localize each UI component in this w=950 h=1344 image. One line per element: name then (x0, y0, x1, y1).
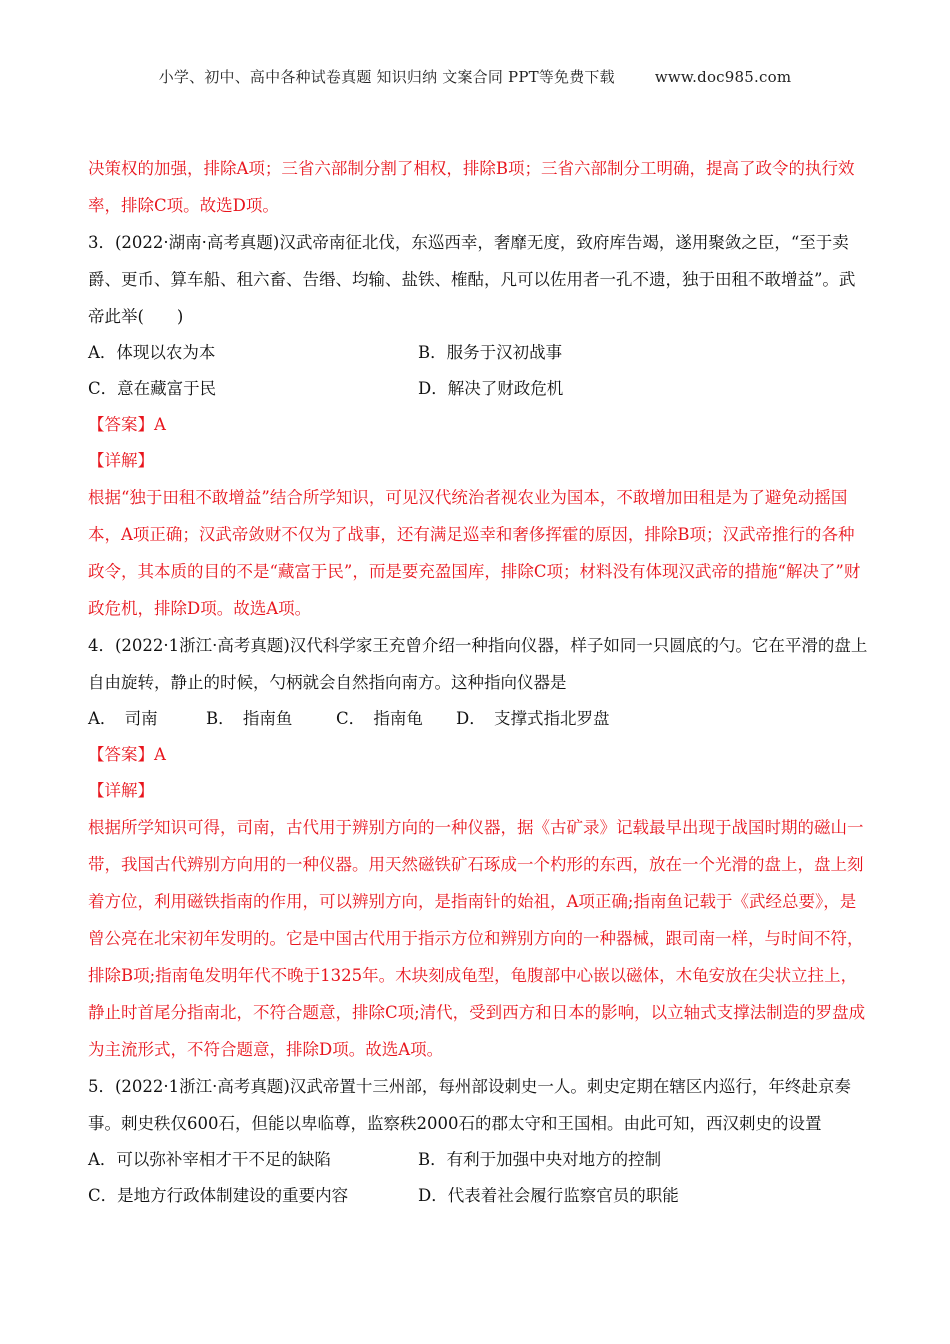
question-3-detail-label: 【详解】 (88, 451, 154, 470)
option-a: A． 司南 (88, 709, 158, 728)
question-5-stem: 5．(2022·1浙江·高考真题)汉武帝置十三州部，每州部设刺史一人。刺史定期在辖区内巡行，年终赴京奏事。刺史秩仅600石，但能以卑临尊，监察秩2000石的郡太守和王国相。由此可知，西汉刺史的设置 (88, 1077, 851, 1133)
option-d: D．代表着社会履行监察官员的职能 (418, 1186, 679, 1205)
question-3-stem: 3．(2022·湖南·高考真题)汉武帝南征北伐，东巡西幸，奢靡无度，致府库告竭，遂用聚敛之臣，“至于卖爵、更币、算车船、租六畜、告缗、均输、盐铁、榷酤，凡可以佐用者一孔不遗，独于田租不敢增益”。武帝此举( ) (88, 233, 856, 326)
question-3-options-row1 (88, 335, 868, 371)
header-site: www.doc985.com (654, 68, 792, 86)
question-4-answer: 【答案】A (88, 745, 166, 764)
question-3 (88, 224, 868, 627)
option-b: B．有利于加强中央对地方的控制 (418, 1150, 662, 1169)
document-body (88, 150, 868, 1214)
option-c: C．是地方行政体制建设的重要内容 (88, 1186, 349, 1205)
question-5-options-row1 (88, 1142, 868, 1178)
page-header (0, 66, 950, 87)
option-d: D．解决了财政危机 (418, 379, 564, 398)
question-3-answer: 【答案】A (88, 415, 166, 434)
question-3-options-row2 (88, 371, 868, 407)
question-4 (88, 627, 868, 1068)
question-5 (88, 1068, 868, 1214)
question-4-explanation: 根据所学知识可得，司南，古代用于辨别方向的一种仪器，据《古矿录》记载最早出现于战国时期的磁山一带，我国古代辨别方向用的一种仪器。用天然磁铁矿石琢成一个杓形的东西，放在一个光滑的盘上，盘上刻着方位，利用磁铁指南的作用，可以辨别方向，是指南针的始祖，A项正确;指南鱼记载于《武经总要》，是曾公亮在北宋初年发明的。它是中国古代用于指示方位和辨别方向的一种器械，跟司南一样，与时间不符，排除B项;指南龟发明年代不晚于1325年。木块刻成龟型，龟腹部中心嵌以磁体，木龟安放在尖状立拄上，静止时首尾分指南北，不符合题意，排除C项;清代，受到西方和日本的影响，以立轴式支撑法制造的罗盘成为主流形式，不符合题意，排除D项。故选A项。 (88, 818, 866, 1059)
question-3-explanation: 根据“独于田租不敢增益”结合所学知识，可见汉代统治者视农业为国本，不敢增加田租是为了避免动摇国本，A项正确；汉武帝敛财不仅为了战事，还有满足巡幸和奢侈挥霍的原因，排除B项；汉武帝推行的各种政令，其本质的目的不是“藏富于民”，而是要充盈国库，排除C项；材料没有体现汉武帝的措施“解决了”财政危机，排除D项。故选A项。 (88, 488, 861, 618)
option-c: C．意在藏富于民 (88, 379, 217, 398)
option-b: B．服务于汉初战事 (418, 343, 563, 362)
lead-explanation: 决策权的加强，排除A项；三省六部制分割了相权，排除B项；三省六部制分工明确，提高了政令的执行效率，排除C项。故选D项。 (88, 159, 855, 215)
option-d: D． 支撑式指北罗盘 (456, 709, 610, 728)
option-c: C． 指南龟 (336, 709, 423, 728)
question-4-options (88, 701, 868, 737)
option-a: A．可以弥补宰相才干不足的缺陷 (88, 1150, 331, 1169)
question-4-stem: 4．(2022·1浙江·高考真题)汉代科学家王充曾介绍一种指向仪器，样子如同一只圆底的勺。它在平滑的盘上自由旋转，静止的时候，勺柄就会自然指向南方。这种指向仪器是 (88, 636, 868, 692)
question-4-detail-label: 【详解】 (88, 781, 154, 800)
question-5-options-row2 (88, 1178, 868, 1214)
option-a: A．体现以农为本 (88, 343, 216, 362)
header-text: 小学、初中、高中各种试卷真题 知识归纳 文案合同 PPT等免费下载 (158, 68, 615, 86)
option-b: B． 指南鱼 (206, 709, 293, 728)
